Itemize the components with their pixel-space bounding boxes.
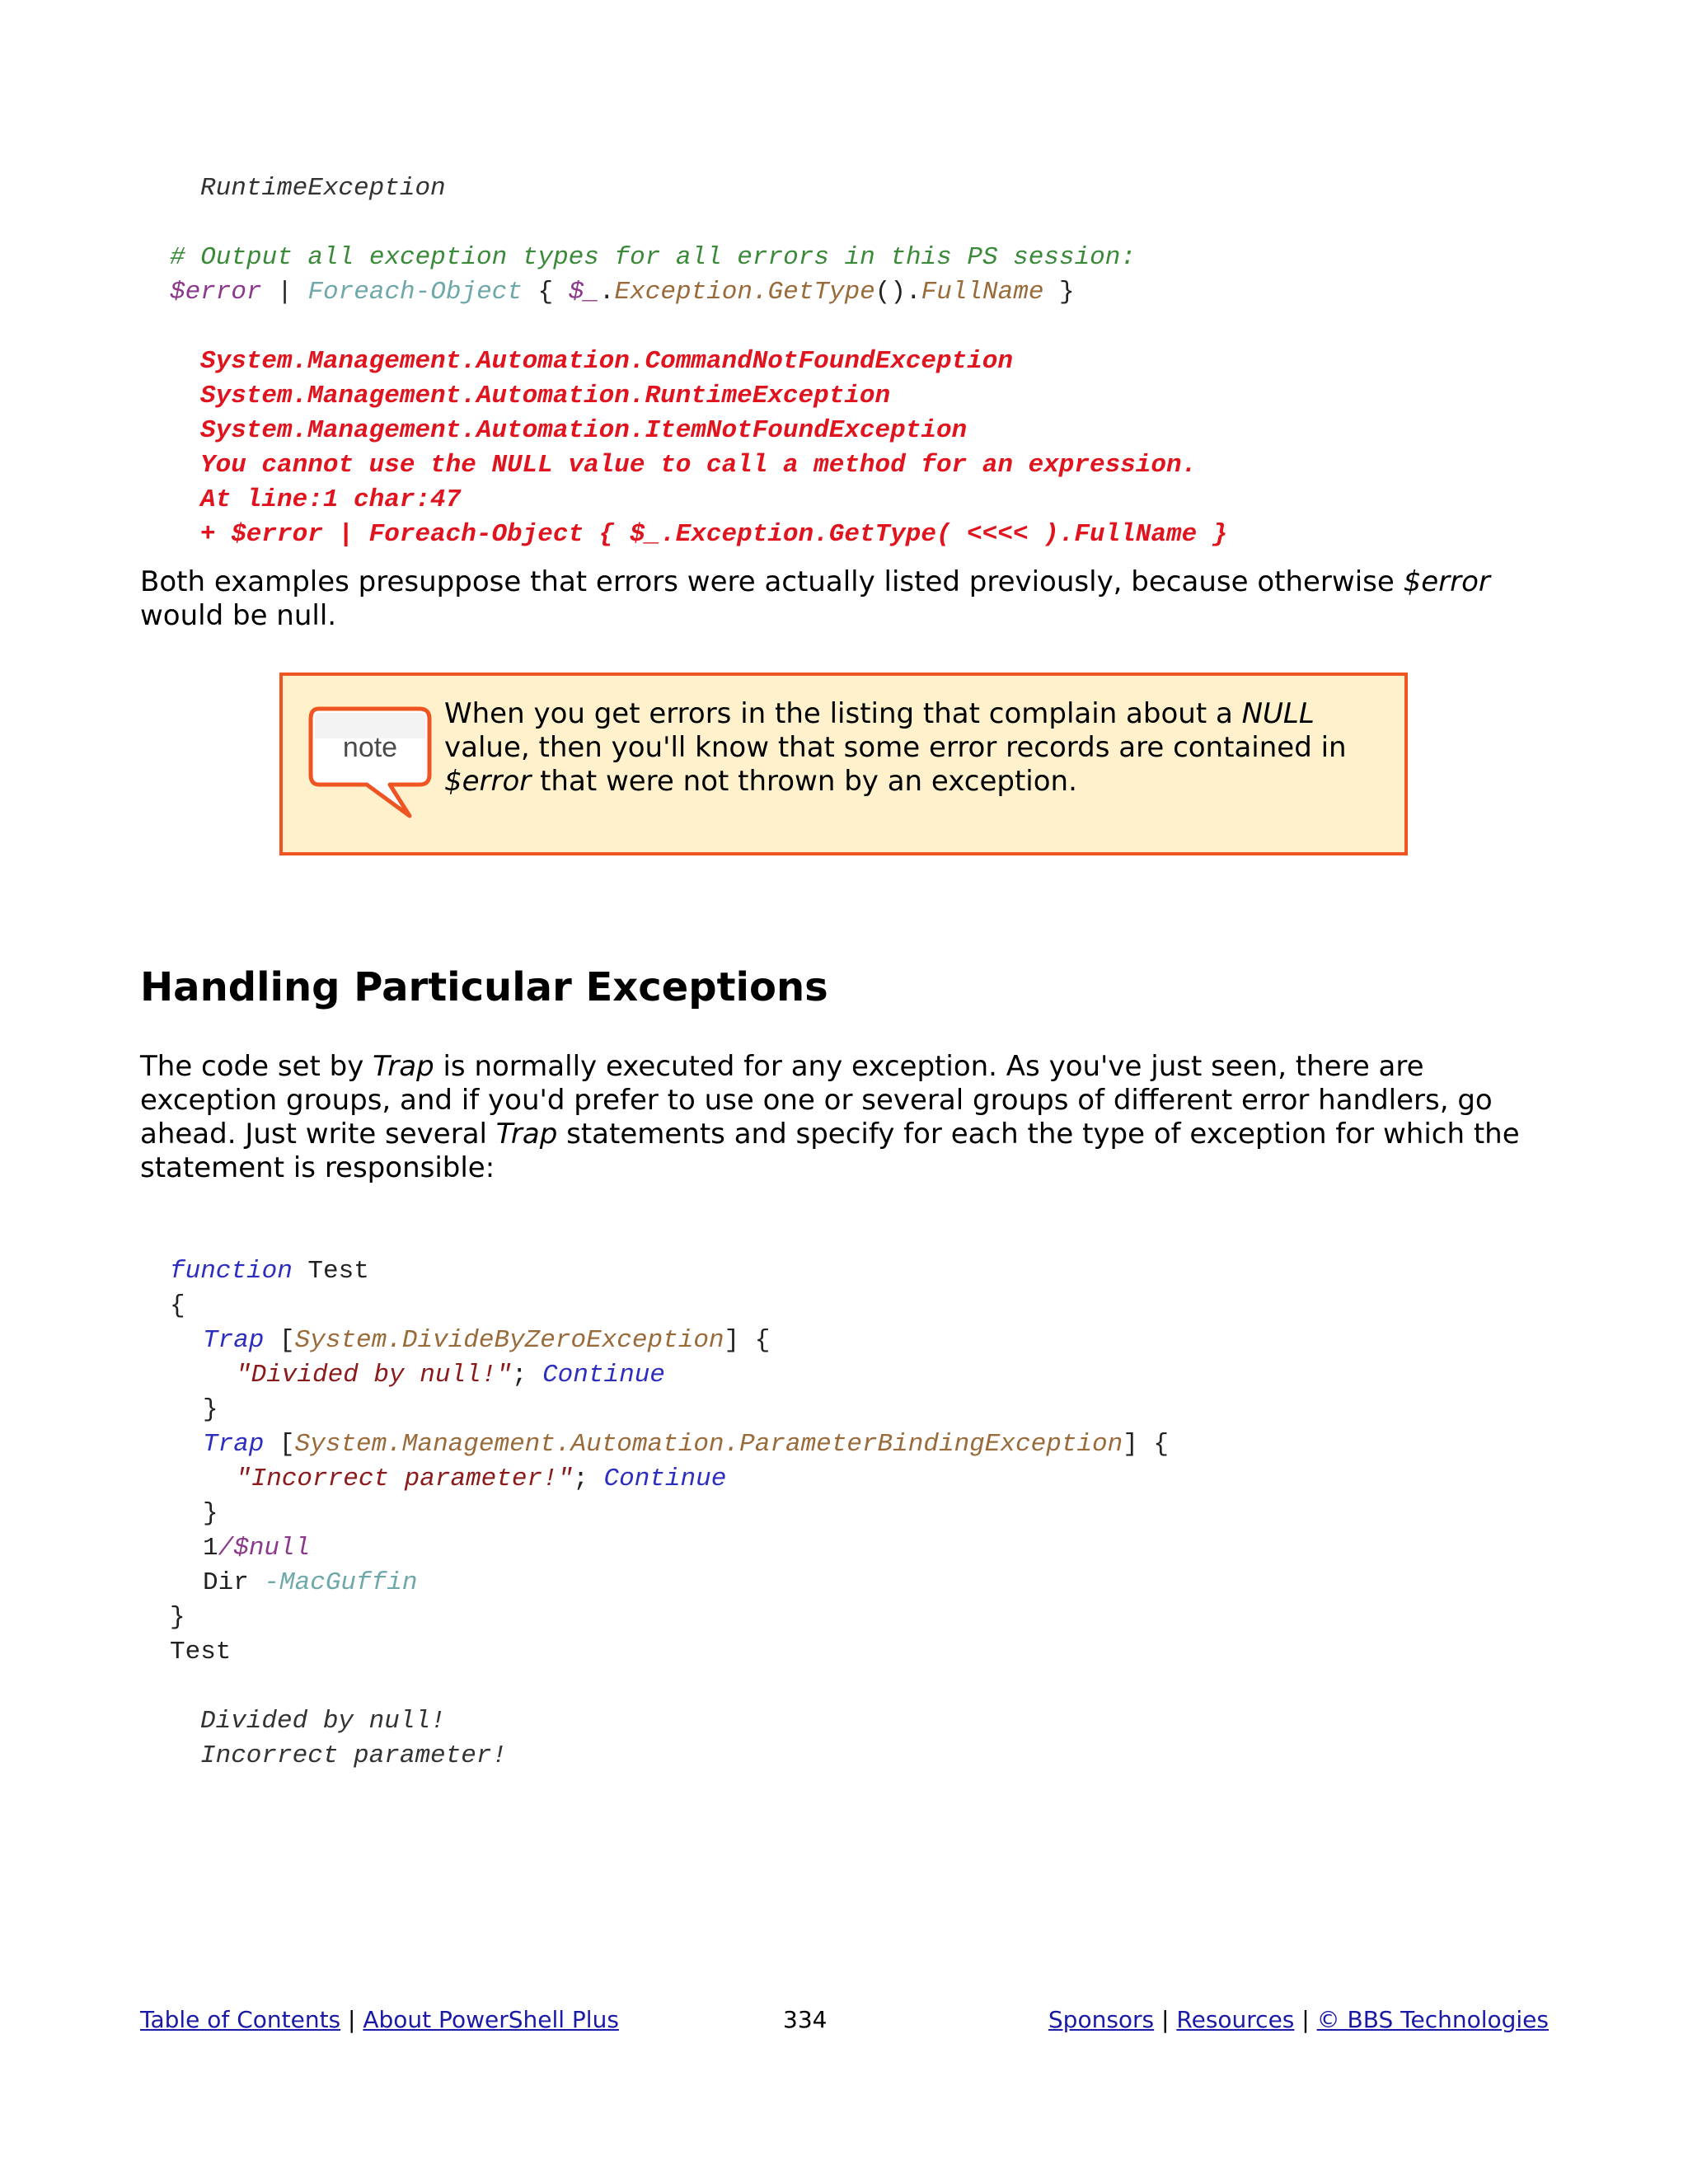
paragraph-trap (140, 1050, 1541, 1185)
code-block-error-output (0, 137, 1227, 552)
code-separator: ; (511, 1361, 543, 1390)
code-dir-cmd: Dir (203, 1568, 265, 1597)
code-exception-type: System.Management.Automation.ParameterBindingException (294, 1430, 1123, 1459)
note-icon-label: note (342, 732, 398, 763)
error-line: System.Management.Automation.RuntimeException (200, 382, 891, 410)
code-bracket: [ (264, 1430, 295, 1459)
note-text-part: When you get errors in the listing that complain about a (444, 697, 1242, 730)
code-keyword-continue: Continue (603, 1465, 727, 1493)
note-text-part: value, then you'll know that some error records are contained in (444, 731, 1347, 764)
code-string: "Incorrect parameter!" (236, 1465, 574, 1493)
code-block-trap-example (0, 1220, 1169, 1774)
paragraph-text: is normally executed for any exception. As you've just seen, there are exception groups, and if you'd prefer to use one or several groups of different error handlers, go ahead. Just write several (140, 1050, 1493, 1151)
code-call: Test (170, 1638, 232, 1666)
section-heading: Handling Particular Exceptions (140, 964, 828, 1010)
code-dir-param: -MacGuffin (264, 1568, 418, 1597)
note-italic: NULL (1241, 697, 1315, 730)
error-line: At line:1 char:47 (200, 485, 462, 514)
sponsors-link[interactable]: Sponsors (1048, 2006, 1155, 2033)
error-line: System.Management.Automation.CommandNotFoundException (200, 347, 1013, 376)
code-comment: # Output all exception types for all errors in this PS session: (170, 243, 1136, 272)
code-bracket: [ (264, 1326, 295, 1355)
footer-separator: | (1294, 2006, 1317, 2033)
paragraph-text: The code set by (140, 1050, 373, 1083)
code-token-member2: FullName (921, 278, 1044, 307)
error-line: You cannot use the NULL value to call a method for an expression. (200, 451, 1198, 480)
note-text (444, 697, 1384, 799)
paragraph-italic: $error (1403, 565, 1490, 598)
code-number: 1 (203, 1534, 218, 1563)
code-token-parens: (). (874, 278, 921, 307)
note-italic: $error (444, 765, 532, 798)
footer-right-links (1048, 2003, 1549, 2037)
footer-separator: | (1154, 2006, 1177, 2033)
code-token-var2: $_ (568, 278, 599, 307)
code-token-var: $error (170, 278, 262, 307)
code-brace: } (203, 1395, 218, 1424)
code-token-cmdlet: Foreach-Object (307, 278, 523, 307)
code-keyword-trap: Trap (203, 1430, 265, 1459)
page-footer (140, 2003, 1549, 2037)
paragraph-text: Both examples presuppose that errors were actually listed previously, because otherwise (140, 565, 1404, 598)
code-function-name: Test (292, 1257, 369, 1286)
code-bracket: ] { (1123, 1430, 1170, 1459)
copyright-link[interactable]: © BBS Technologies (1316, 2006, 1549, 2033)
footer-separator: | (340, 2006, 363, 2033)
paragraph-text: would be null. (140, 599, 337, 632)
table-of-contents-link[interactable]: Table of Contents (140, 2006, 341, 2033)
code-bracket: ] { (724, 1326, 771, 1355)
error-line: + $error | Foreach-Object { $_.Exception.GetType( <<<< ).FullName } (200, 520, 1228, 549)
code-exception-type: System.DivideByZeroException (294, 1326, 724, 1355)
code-token-open: { (522, 278, 569, 307)
paragraph-null-error (140, 565, 1541, 633)
paragraph-italic: Trap (495, 1118, 558, 1151)
code-keyword-function: function (170, 1257, 293, 1286)
code-output-line: Divided by null! (200, 1707, 446, 1736)
code-token-dot: . (598, 278, 615, 307)
code-brace: } (170, 1603, 185, 1632)
code-token-member1: Exception.GetType (614, 278, 875, 307)
code-keyword-continue: Continue (542, 1361, 665, 1390)
about-powershell-plus-link[interactable]: About PowerShell Plus (363, 2006, 619, 2033)
resources-link[interactable]: Resources (1176, 2006, 1295, 2033)
code-token-pipe: | (261, 278, 308, 307)
code-output-line: Incorrect parameter! (200, 1741, 508, 1770)
code-pipeline-line (0, 275, 1227, 310)
error-line: System.Management.Automation.ItemNotFoundException (200, 416, 968, 445)
code-brace: { (170, 1291, 185, 1320)
paragraph-italic: Trap (373, 1050, 434, 1083)
paragraph-text: statements and specify for each the type of exception for which the statement is responsible: (140, 1118, 1520, 1184)
code-string: "Divided by null!" (236, 1361, 512, 1390)
code-output-line: RuntimeException (200, 174, 446, 203)
note-box (279, 673, 1408, 855)
note-icon (307, 705, 433, 821)
code-brace: } (203, 1499, 218, 1528)
code-var-null: /$null (218, 1534, 311, 1563)
note-text-part: that were not thrown by an exception. (531, 765, 1077, 798)
code-separator: ; (573, 1465, 604, 1493)
page-number: 334 (783, 2006, 828, 2033)
footer-left-links (140, 2003, 619, 2037)
code-token-close: } (1043, 278, 1075, 307)
code-keyword-trap: Trap (203, 1326, 265, 1355)
